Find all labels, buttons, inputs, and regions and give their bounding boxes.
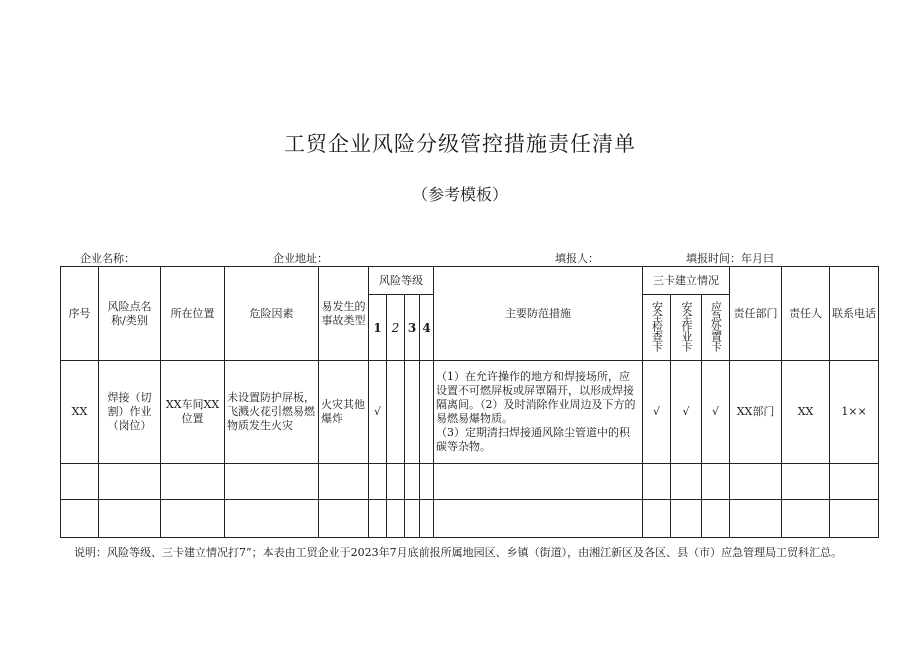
header-location: 所在位置	[161, 267, 225, 361]
cell-level-1: √	[369, 361, 387, 464]
page-title: 工贸企业风险分级管控措施责任清单	[284, 132, 636, 156]
header-card-1: 安全检查卡	[650, 300, 664, 351]
cell-location: XX车间XX位置	[161, 361, 225, 464]
cell-hazard: 未设置防护屏板，飞溅火花引燃易燃物质发生火灾	[225, 361, 319, 464]
cell-risk-point: 焊接（切割）作业（岗位）	[99, 361, 161, 464]
cell-level-2	[387, 361, 405, 464]
cell-level-3	[405, 361, 420, 464]
header-three-cards: 三卡建立情况	[643, 267, 730, 295]
cell-level-4	[420, 361, 434, 464]
measure-text-2: （3）定期清扫焊接通风除尘管道中的积碳等杂物。	[436, 426, 630, 453]
header-accident-type: 易发生的事故类型	[319, 267, 369, 361]
cell-dept: XX部门	[730, 361, 782, 464]
page-subtitle: （参考模板）	[411, 185, 508, 204]
cell-phone: 1××	[830, 361, 879, 464]
header-risk-point: 风险点名称/类别	[99, 267, 161, 361]
header-measures: 主要防范措施	[434, 267, 643, 361]
cell-card-3: √	[702, 361, 730, 464]
header-dept: 责任部门	[730, 267, 782, 361]
fill-time-label: 填报时间：年月曰	[686, 252, 774, 265]
header-seq: 序号	[61, 267, 99, 361]
header-level-4: 4	[420, 295, 434, 361]
header-level-2: 2	[387, 295, 405, 361]
header-card-3-cell	[702, 295, 730, 361]
filler-label: 填报人：	[555, 252, 599, 265]
cell-accident-type: 火灾其他爆炸	[319, 361, 369, 464]
header-level-1: 1	[369, 295, 387, 361]
cell-card-2: √	[671, 361, 702, 464]
empty-row	[61, 500, 879, 538]
table-row	[61, 361, 879, 464]
risk-control-table	[60, 266, 879, 538]
header-risk-level: 风险等级	[369, 267, 434, 295]
company-name-label: 企业名称：	[80, 252, 135, 265]
table-note: 说明：风险等级、三卡建立情况打7”；本表由工贸企业于2023年7月底前报所属地园区、乡镇（街道），由湘江新区及各区、县（市）应急管理局工贸科汇总。	[74, 546, 843, 559]
empty-row	[61, 464, 879, 500]
header-person: 责任人	[782, 267, 830, 361]
header-card-3: 应急处置卡	[709, 300, 723, 351]
cell-card-1: √	[643, 361, 671, 464]
header-phone: 联系电话	[830, 267, 879, 361]
header-card-2: 安全作业卡	[680, 300, 693, 351]
cell-measures	[434, 361, 643, 464]
cell-person: XX	[782, 361, 830, 464]
header-card-2-cell	[671, 295, 702, 361]
company-address-label: 企业地址：	[273, 252, 328, 265]
header-level-3: 3	[405, 295, 420, 361]
measure-text-1: （1）在允许操作的地方和焊接场所，应设置不可燃屏板或屏罩隔开，以形成焊接隔离间。（2）及时消除作业周边及下方的易燃易爆物质。	[436, 370, 636, 425]
header-hazard: 危险因素	[225, 267, 319, 361]
header-card-1-cell	[643, 295, 671, 361]
cell-seq: XX	[61, 361, 99, 464]
